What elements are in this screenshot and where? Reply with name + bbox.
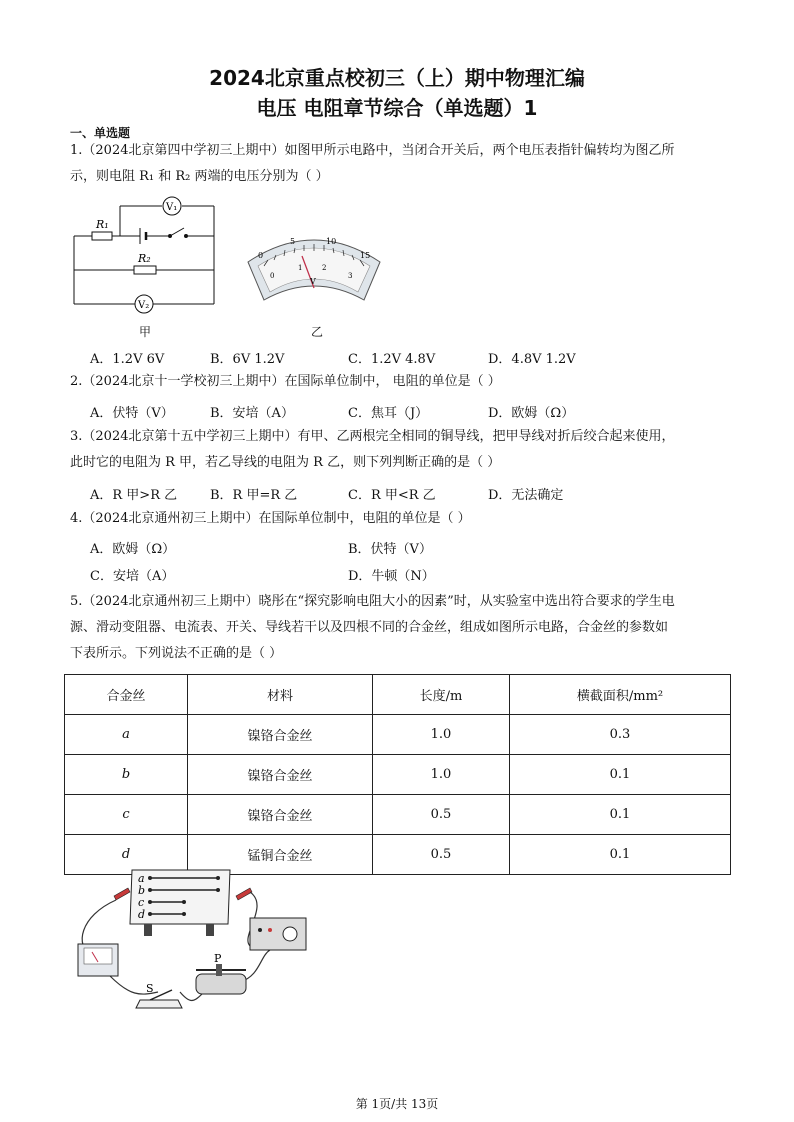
question-3-line1: 3.（2024北京第十五中学初三上期中）有甲、乙两根完全相同的铜导线，把甲导线对折后绞合起来使用，: [70, 429, 675, 444]
table-row: [65, 795, 731, 835]
page-subtitle: 电压 电阻章节综合（单选题）1: [256, 96, 538, 120]
q1-option-b[interactable]: B．6V 1.2V: [210, 352, 285, 367]
q4-option-c[interactable]: C．安培（A）: [90, 569, 175, 584]
table-cell: a: [65, 715, 188, 755]
table-row: [65, 715, 731, 755]
question-5-line3: 下表所示。下列说法不正确的是（ ）: [70, 646, 283, 661]
wire-label-d: d: [138, 908, 146, 921]
table-header: 横截面积/mm²: [510, 675, 731, 715]
q2-option-d[interactable]: D．欧姆（Ω）: [488, 406, 575, 421]
question-1: [70, 138, 730, 190]
circuit-diagram-jia: [70, 192, 220, 317]
question-5: [70, 589, 730, 667]
v2-label: V₂: [138, 300, 150, 311]
q3-option-b[interactable]: B．R 甲=R 乙: [210, 488, 298, 503]
question-1-line2: 示，则电阻 R₁ 和 R₂ 两端的电压分别为（ ）: [70, 169, 329, 184]
table-cell: c: [65, 795, 188, 835]
table-cell: 0.1: [510, 835, 731, 875]
table-cell: b: [65, 755, 188, 795]
question-3-line2: 此时它的电阻为 R 甲，若乙导线的电阻为 R 乙，则下列判断正确的是（ ）: [70, 455, 501, 470]
figure-label-yi: 乙: [311, 325, 324, 339]
meter-bottom-0: 0: [270, 272, 275, 280]
alloy-table: [64, 674, 731, 875]
q2-option-a[interactable]: A．伏特（V）: [90, 406, 174, 421]
meter-top-15: 15: [360, 251, 371, 260]
table-cell: 锰铜合金丝: [188, 835, 373, 875]
voltmeter-dial-yi: [244, 228, 384, 306]
question-1-line1: 1.（2024北京第四中学初三上期中）如图甲所示电路中，当闭合开关后，两个电压表指针偏转均为图乙所: [70, 143, 675, 158]
q1-option-a[interactable]: A．1.2V 6V: [90, 352, 165, 367]
wire-label-c: c: [138, 896, 145, 909]
table-cell: 0.5: [373, 835, 510, 875]
meter-unit: V: [310, 277, 316, 286]
page-title: 2024北京重点校初三（上）期中物理汇编: [209, 66, 585, 90]
wire-label-a: a: [138, 872, 145, 885]
table-row: [65, 755, 731, 795]
question-5-line2: 源、滑动变阻器、电流表、开关、导线若干以及四根不同的合金丝，组成如图所示电路，合金丝的参数如: [70, 620, 669, 635]
meter-bottom-1: 1: [298, 264, 303, 272]
table-cell: 0.1: [510, 795, 731, 835]
q4-option-d[interactable]: D．牛顿（N）: [348, 569, 435, 584]
figure-label-jia: 甲: [139, 325, 152, 339]
meter-bottom-2: 2: [322, 264, 327, 272]
table-header: 长度/m: [373, 675, 510, 715]
meter-top-10: 10: [326, 237, 337, 246]
table-header: 合金丝: [65, 675, 188, 715]
question-3: [70, 424, 730, 476]
table-cell: 0.1: [510, 755, 731, 795]
slider-label: P: [214, 952, 222, 965]
table-header-row: [65, 675, 731, 715]
table-cell: 镍铬合金丝: [188, 715, 373, 755]
table-cell: 0.3: [510, 715, 731, 755]
q3-option-a[interactable]: A．R 甲>R 乙: [90, 488, 178, 503]
table-cell: d: [65, 835, 188, 875]
r1-label: R₁: [96, 218, 109, 231]
q3-option-c[interactable]: C．R 甲<R 乙: [348, 488, 436, 503]
table-cell: 镍铬合金丝: [188, 795, 373, 835]
q4-option-b[interactable]: B．伏特（V）: [348, 542, 432, 557]
table-cell: 0.5: [373, 795, 510, 835]
table-cell: 1.0: [373, 715, 510, 755]
question-2: 2.（2024北京十一学校初三上期中）在国际单位制中， 电阻的单位是（ ）: [70, 374, 501, 389]
q4-option-a[interactable]: A．欧姆（Ω）: [90, 542, 176, 557]
question-4: 4.（2024北京通州初三上期中）在国际单位制中，电阻的单位是（ ）: [70, 511, 471, 526]
r2-label: R₂: [138, 252, 151, 265]
wire-label-b: b: [138, 884, 146, 897]
experiment-apparatus: [70, 866, 320, 1016]
q1-option-c[interactable]: C．1.2V 4.8V: [348, 352, 436, 367]
q3-option-d[interactable]: D．无法确定: [488, 488, 564, 503]
q2-option-b[interactable]: B．安培（A）: [210, 406, 294, 421]
q1-option-d[interactable]: D．4.8V 1.2V: [488, 352, 576, 367]
meter-bottom-3: 3: [348, 272, 353, 280]
meter-top-5: 5: [290, 237, 296, 246]
section-heading: 一、单选题: [70, 126, 131, 140]
meter-top-0: 0: [258, 251, 264, 260]
table-header: 材料: [188, 675, 373, 715]
table-cell: 镍铬合金丝: [188, 755, 373, 795]
switch-label: S: [146, 982, 154, 995]
table-cell: 1.0: [373, 755, 510, 795]
page-footer: 第 1页/共 13页: [355, 1097, 439, 1111]
v1-label: V₁: [166, 202, 178, 213]
question-5-line1: 5.（2024北京通州初三上期中）晓彤在“探究影响电阻大小的因素”时，从实验室中选出符合要求的学生电: [70, 594, 675, 609]
q2-option-c[interactable]: C．焦耳（J）: [348, 406, 429, 421]
